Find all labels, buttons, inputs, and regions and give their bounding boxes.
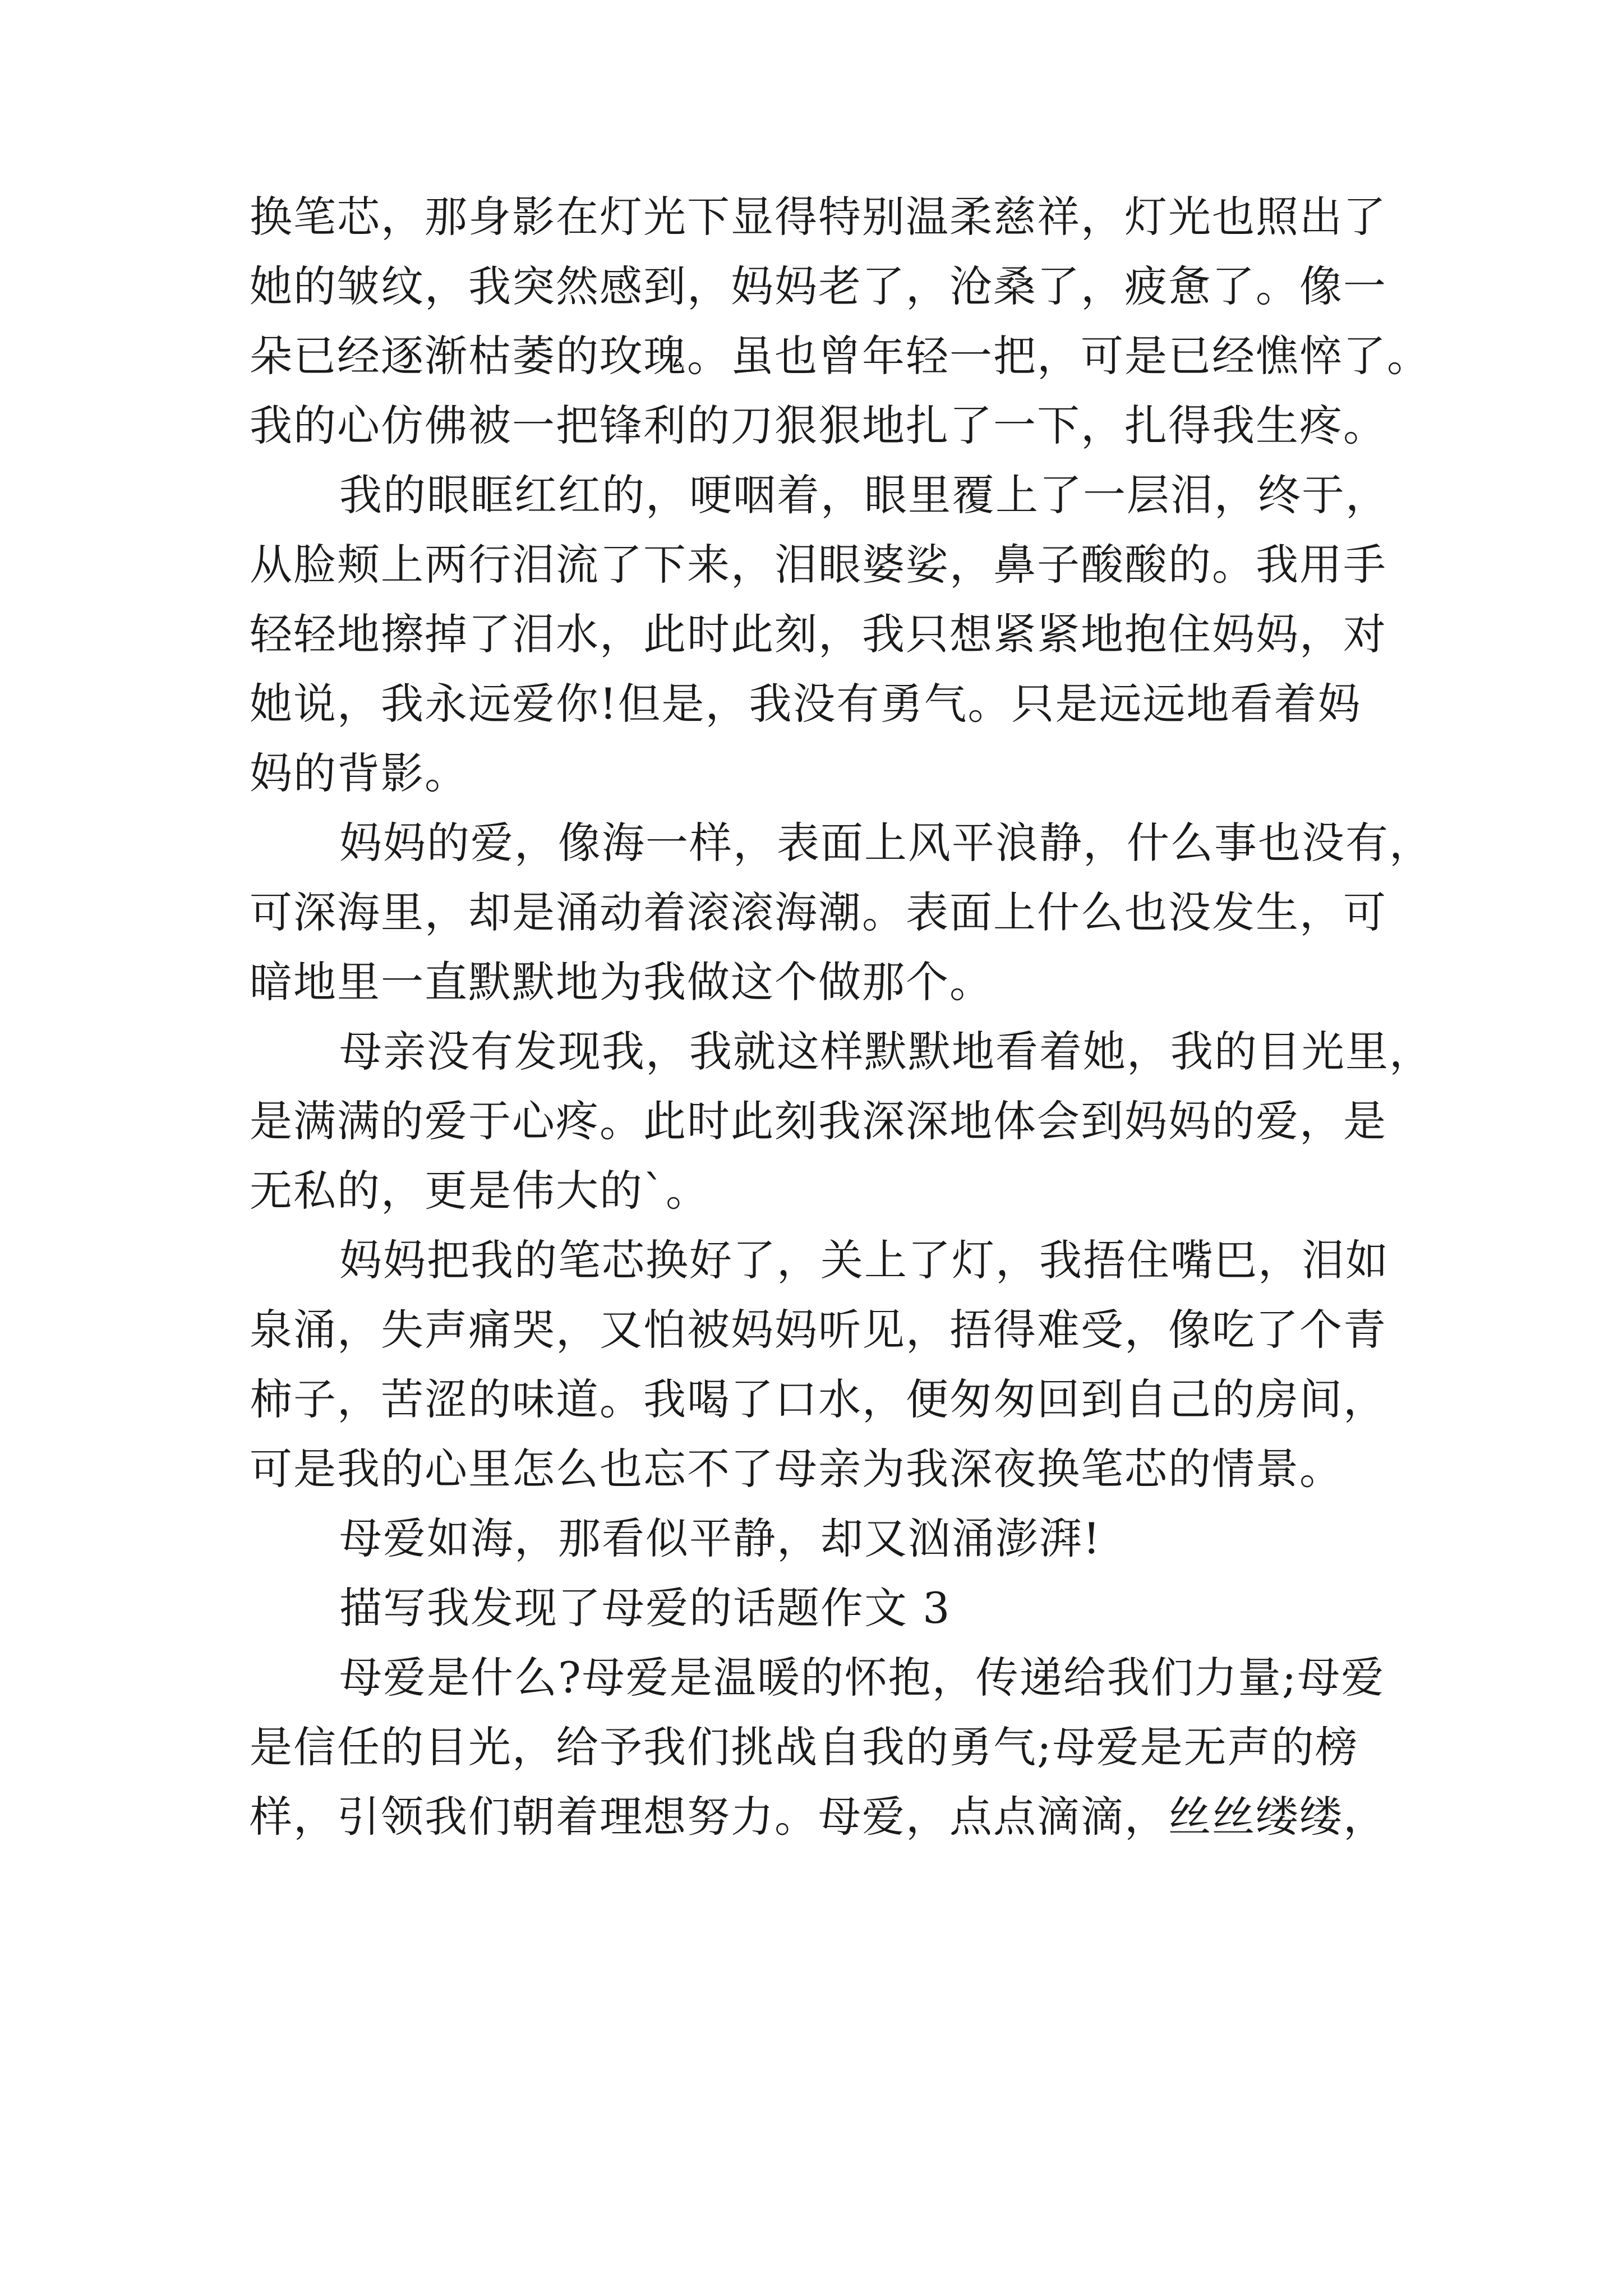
text-line: 她的皱纹，我突然感到，妈妈老了，沧桑了，疲惫了。像一 <box>250 261 1387 311</box>
text-line: 妈的背影。 <box>250 748 468 798</box>
text-line: 换笔芯，那身影在灯光下显得特别温柔慈祥，灯光也照出了 <box>250 192 1387 242</box>
text-line: 可是我的心里怎么也忘不了母亲为我深夜换笔芯的情景。 <box>250 1444 1343 1494</box>
paragraph-start-line: 我的眼眶红红的，哽咽着，眼里覆上了一层泪，终于， <box>339 470 1389 520</box>
text-line: 轻轻地擦掉了泪水，此时此刻，我只想紧紧地抱住妈妈，对 <box>250 609 1387 659</box>
paragraph-start-line: 妈妈把我的笔芯换好了，关上了灯，我捂住嘴巴，泪如 <box>339 1235 1389 1285</box>
text-line: 是信任的目光，给予我们挑战自我的勇气;母爱是无声的榜 <box>250 1722 1359 1772</box>
text-line: 泉涌，失声痛哭，又怕被妈妈听见，捂得难受，像吃了个青 <box>250 1305 1387 1355</box>
text-line: 样，引领我们朝着理想努力。母爱，点点滴滴，丝丝缕缕， <box>250 1792 1387 1842</box>
paragraph-start-line: 妈妈的爱，像海一样，表面上风平浪静，什么事也没有， <box>339 818 1433 868</box>
text-line: 无私的，更是伟大的`。 <box>250 1166 709 1216</box>
paragraph-start-line: 母爱是什么?母爱是温暖的怀抱，传递给我们力量;母爱 <box>339 1653 1385 1703</box>
text-line: 可深海里，却是涌动着滚滚海潮。表面上什么也没发生，可 <box>250 887 1387 937</box>
text-line: 从脸颊上两行泪流了下来，泪眼婆娑，鼻子酸酸的。我用手 <box>250 540 1387 590</box>
paragraph-start-line: 母爱如海，那看似平静，却又汹涌澎湃! <box>339 1513 1101 1563</box>
text-line: 我的心仿佛被一把锋利的刀狠狠地扎了一下，扎得我生疼。 <box>250 401 1387 450</box>
text-line: 朵已经逐渐枯萎的玫瑰。虽也曾年轻一把，可是已经憔悴了。 <box>250 331 1431 381</box>
essay-body <box>250 182 1433 1852</box>
essay-heading: 描写我发现了母爱的话题作文 3 <box>339 1583 951 1633</box>
text-line: 暗地里一直默默地为我做这个做那个。 <box>250 957 993 1007</box>
text-line: 柿子，苦涩的味道。我喝了口水，便匆匆回到自己的房间， <box>250 1374 1387 1424</box>
paragraph-start-line: 母亲没有发现我，我就这样默默地看着她，我的目光里， <box>339 1027 1433 1076</box>
text-line: 是满满的爱于心疼。此时此刻我深深地体会到妈妈的爱，是 <box>250 1096 1387 1146</box>
text-line: 她说，我永远爱你!但是，我没有勇气。只是远远地看着妈 <box>250 679 1362 729</box>
